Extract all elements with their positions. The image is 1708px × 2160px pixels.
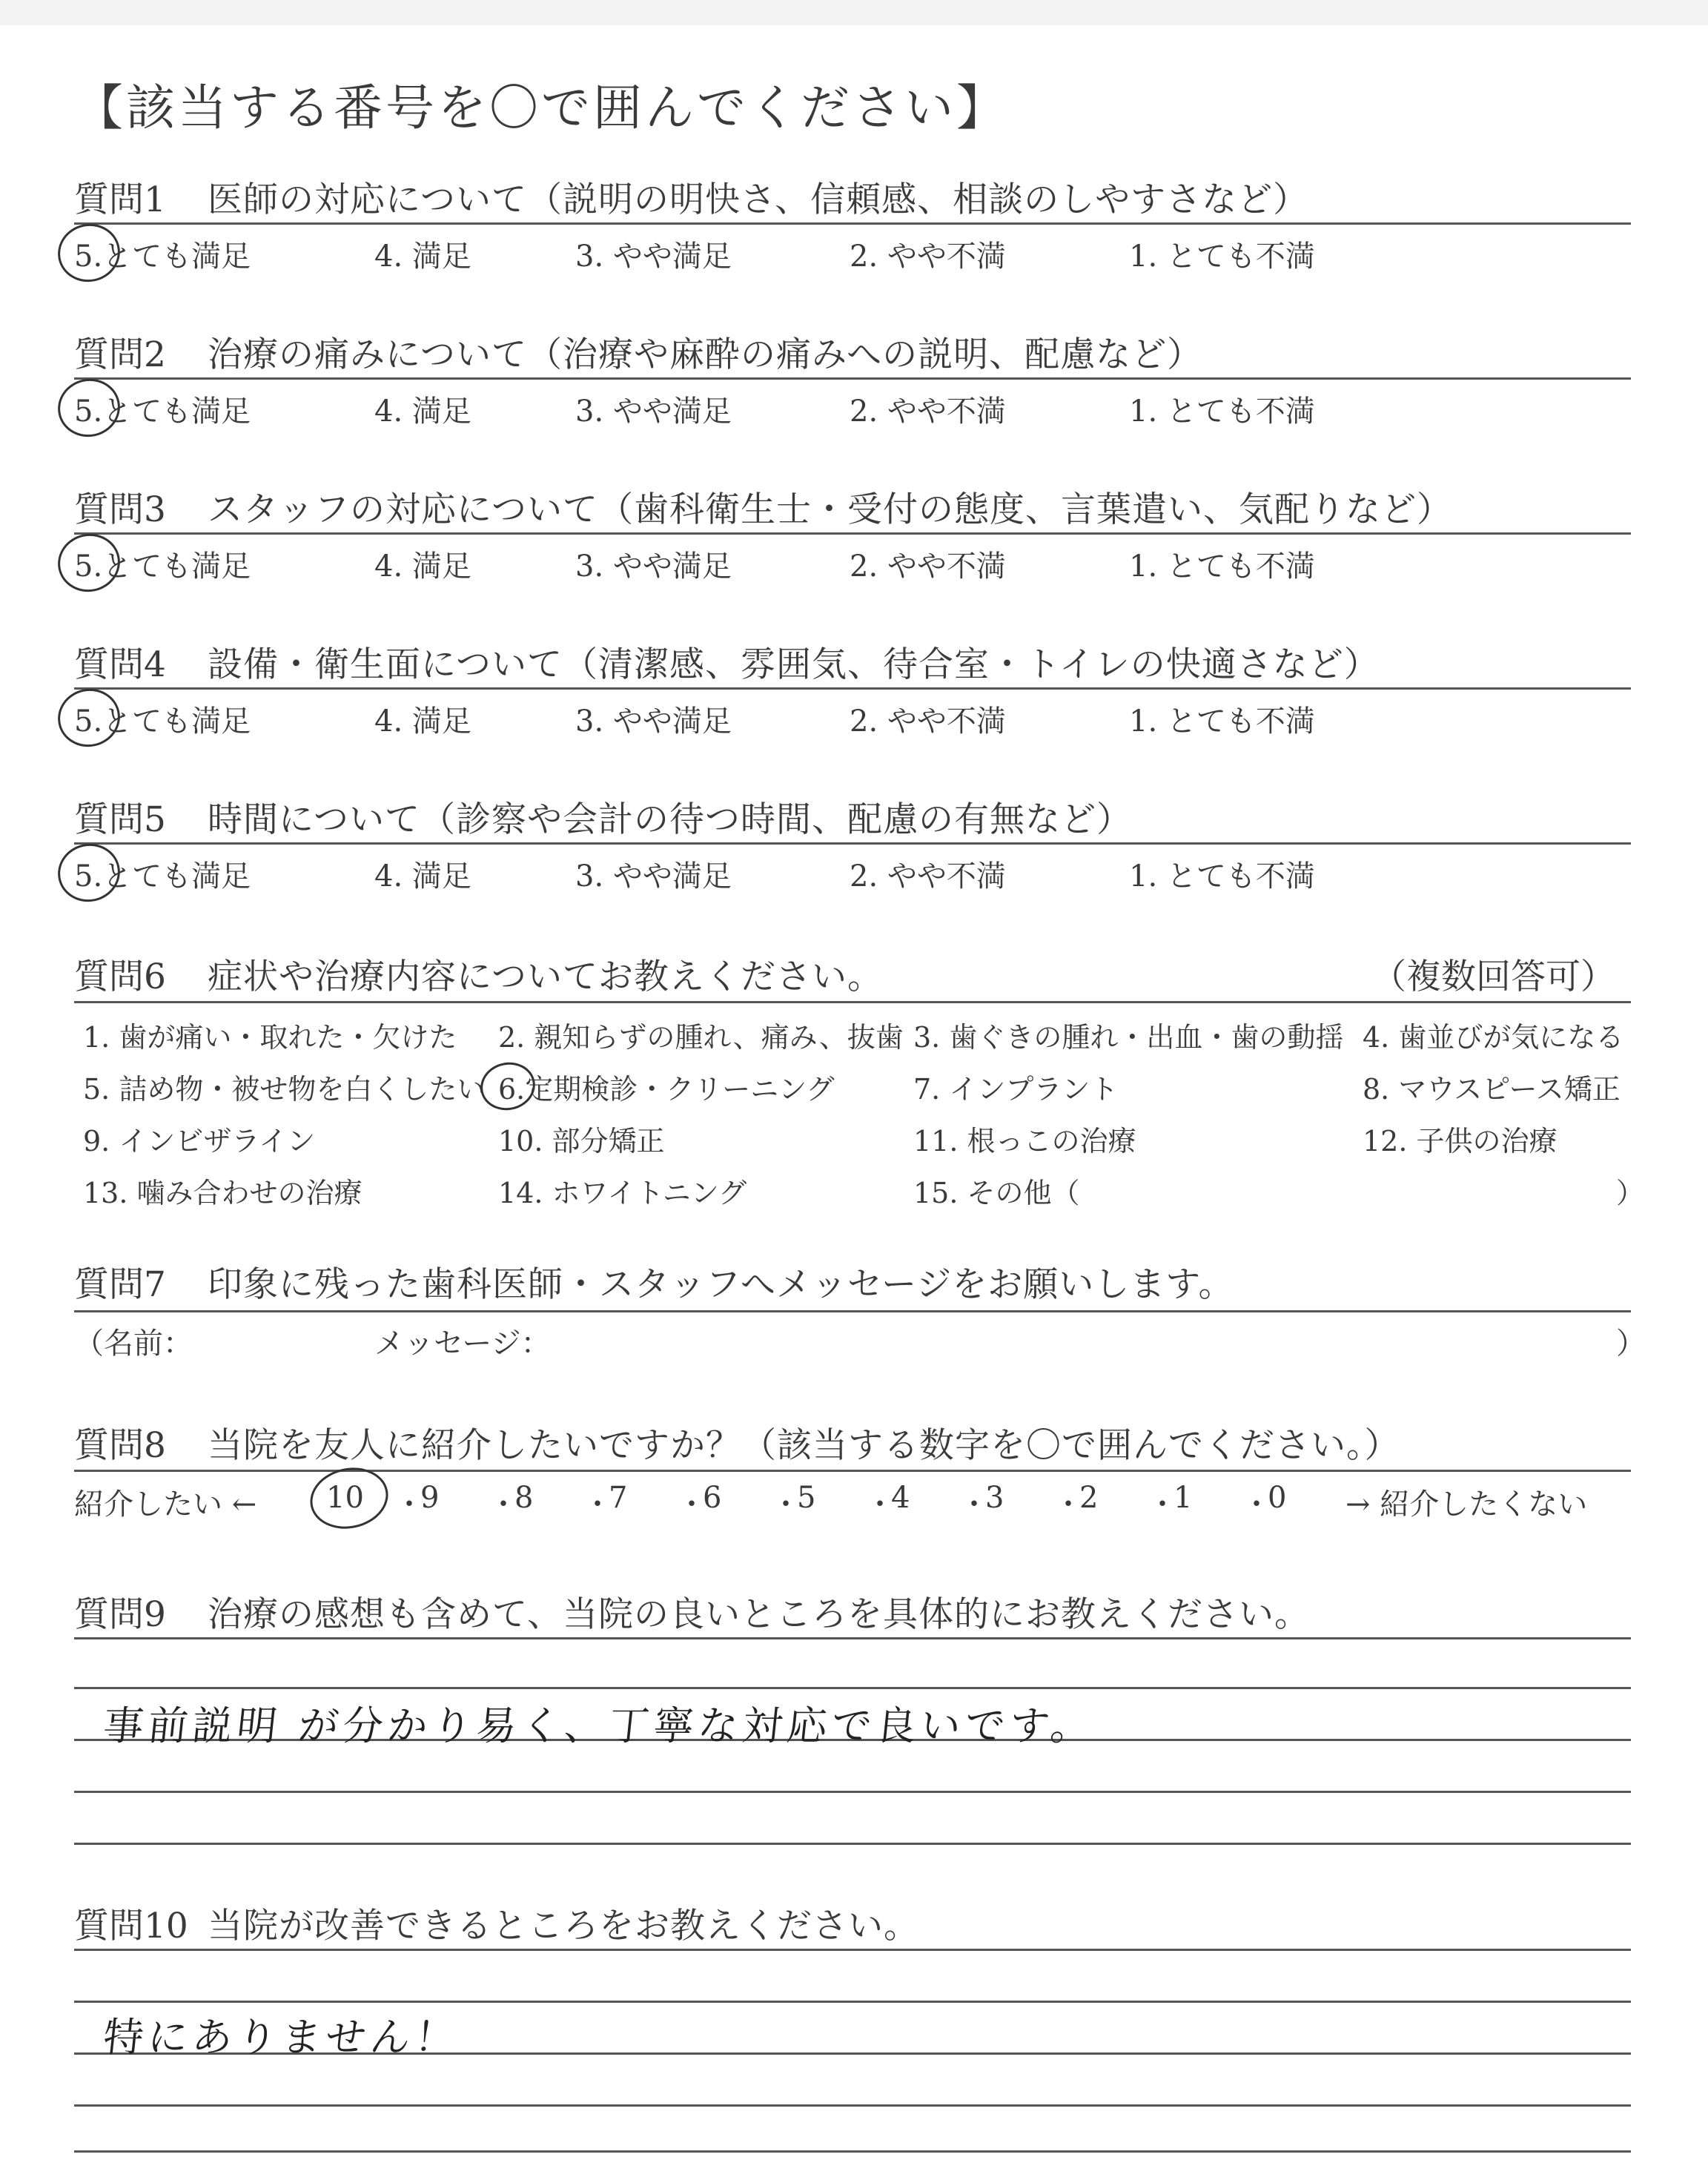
answer-line — [74, 1687, 1631, 1689]
scale-separator: ・ — [865, 1487, 895, 1522]
rating-option[interactable]: 4. 満足 — [374, 704, 471, 739]
rating-option[interactable]: 1. とても不満 — [1129, 859, 1315, 894]
question-text: 印象に残った歯科医師・スタッフへメッセージをお願いします。 — [208, 1264, 1234, 1305]
recommend-right-label: → 紹介したくない — [1345, 1487, 1588, 1522]
question-5-header — [74, 792, 1132, 842]
treatment-option[interactable]: 2. 親知らずの腫れ、痛み、抜歯 — [498, 1021, 904, 1054]
rating-option[interactable]: 5.とても満足 — [74, 859, 251, 894]
rating-option[interactable]: 2. やや不満 — [850, 704, 1006, 739]
handwritten-answer-q9: 事前説明 が分かり易く、丁寧な対応で良いです。 — [101, 1702, 1098, 1749]
question-7-header — [74, 1257, 1234, 1307]
treatment-option[interactable]: 3. 歯ぐきの腫れ・出血・歯の動揺 — [913, 1021, 1344, 1054]
selection-circle — [53, 683, 125, 753]
treatment-option[interactable]: 6.定期検診・クリーニング — [498, 1073, 835, 1106]
scale-separator: ・ — [1053, 1487, 1083, 1522]
rating-option[interactable]: 3. やや満足 — [575, 704, 732, 739]
treatment-option[interactable]: 13. 噛み合わせの治療 — [83, 1177, 363, 1209]
question-number: 質問10 — [74, 1906, 188, 1946]
selection-circle — [53, 218, 125, 288]
scale-separator: ・ — [677, 1487, 706, 1522]
selection-circle — [53, 373, 125, 443]
answer-line — [74, 1949, 1631, 1951]
treatment-option[interactable]: 1. 歯が痛い・取れた・欠けた — [83, 1021, 457, 1054]
question-number: 質問7 — [74, 1264, 166, 1305]
selection-circle — [53, 528, 125, 598]
rating-option[interactable]: 4. 満足 — [374, 549, 471, 584]
rating-option[interactable]: 5.とても満足 — [74, 704, 251, 739]
rating-option[interactable]: 5.とても満足 — [74, 240, 251, 274]
treatment-option[interactable]: 9. インビザライン — [83, 1125, 316, 1157]
question-number: 質問1 — [74, 179, 166, 220]
treatment-option[interactable]: 7. インプラント — [913, 1073, 1119, 1106]
scale-separator: ・ — [771, 1487, 801, 1522]
question-3-header — [74, 482, 1452, 532]
question-8-header — [74, 1418, 1400, 1467]
question-text: 当院を友人に紹介したいですか？（該当する数字を〇で囲んでください。） — [208, 1425, 1400, 1466]
question-number: 質問5 — [74, 799, 166, 840]
treatment-option[interactable]: 14. ホワイトニング — [498, 1177, 747, 1209]
scale-separator: ・ — [394, 1487, 424, 1522]
scale-separator: ・ — [959, 1487, 989, 1522]
question-6-rule — [74, 1001, 1631, 1003]
question-5-rule — [74, 842, 1631, 845]
question-text: 医師の対応について（説明の明快さ、信頼感、相談のしやすさなど） — [208, 179, 1309, 220]
question-text: 設備・衛生面について（清潔感、雰囲気、待合室・トイレの快適さなど） — [208, 644, 1380, 685]
rating-option[interactable]: 4. 満足 — [374, 859, 471, 894]
rating-option[interactable]: 5.とても満足 — [74, 549, 251, 584]
question-number: 質問8 — [74, 1425, 166, 1466]
question-number: 質問2 — [74, 334, 166, 375]
question-3-rule — [74, 532, 1631, 535]
instruction-title: 【該当する番号を〇で囲んでください】 — [74, 79, 1008, 136]
question-number: 質問6 — [74, 957, 166, 997]
treatment-option[interactable]: 12. 子供の治療 — [1363, 1125, 1558, 1157]
scale-number[interactable]: 5 — [797, 1481, 816, 1515]
rating-option[interactable]: 2. やや不満 — [850, 240, 1006, 274]
scale-number[interactable]: 1 — [1174, 1481, 1193, 1515]
scale-number[interactable]: 3 — [985, 1481, 1004, 1515]
answer-line — [74, 1637, 1631, 1639]
question-text: 症状や治療内容についてお教えください。 — [208, 957, 884, 997]
treatment-option[interactable]: 4. 歯並びが気になる — [1363, 1021, 1624, 1054]
answer-line — [74, 1791, 1631, 1793]
answer-line — [74, 2150, 1631, 2153]
rating-option[interactable]: 1. とても不満 — [1129, 240, 1315, 274]
answer-line — [74, 2104, 1631, 2107]
question-number: 質問3 — [74, 489, 166, 530]
close-paren: ） — [1616, 1327, 1646, 1361]
rating-option[interactable]: 1. とても不満 — [1129, 549, 1315, 584]
question-text: 治療の感想も含めて、当院の良いところを具体的にお教えください。 — [208, 1594, 1311, 1635]
answer-line — [74, 1843, 1631, 1845]
question-9-header — [74, 1587, 1310, 1636]
rating-option[interactable]: 3. やや満足 — [575, 549, 732, 584]
name-label: （名前： — [74, 1327, 193, 1361]
scale-number[interactable]: 4 — [891, 1481, 910, 1515]
question-7-rule — [74, 1310, 1631, 1312]
message-label: メッセージ： — [374, 1327, 551, 1361]
question-6-header — [74, 949, 883, 999]
rating-option[interactable]: 3. やや満足 — [575, 240, 732, 274]
question-2-header — [74, 327, 1202, 377]
question-4-rule — [74, 687, 1631, 690]
rating-option[interactable]: 5.とても満足 — [74, 394, 251, 429]
question-1-rule — [74, 222, 1631, 225]
scale-number[interactable]: 6 — [703, 1481, 722, 1515]
rating-option[interactable]: 1. とても不満 — [1129, 704, 1315, 739]
scale-number[interactable]: 9 — [420, 1481, 440, 1515]
scale-number[interactable]: 8 — [514, 1481, 534, 1515]
question-4-header — [74, 637, 1380, 687]
treatment-option[interactable]: 10. 部分矯正 — [498, 1125, 665, 1157]
question-10-header — [74, 1898, 919, 1948]
scale-separator: ・ — [1242, 1487, 1271, 1522]
scale-number[interactable]: 0 — [1268, 1481, 1287, 1515]
recommend-left-label: 紹介したい ← — [74, 1487, 257, 1522]
rating-option[interactable]: 2. やや不満 — [850, 549, 1006, 584]
scale-separator: ・ — [489, 1487, 518, 1522]
rating-option[interactable]: 3. やや満足 — [575, 859, 732, 894]
rating-option[interactable]: 1. とても不満 — [1129, 394, 1315, 429]
question-text: 当院が改善できるところをお教えください。 — [208, 1906, 919, 1946]
rating-option[interactable]: 2. やや不満 — [850, 859, 1006, 894]
rating-option[interactable]: 4. 満足 — [374, 240, 471, 274]
treatment-option[interactable]: 5. 詰め物・被せ物を白くしたい — [83, 1073, 486, 1106]
rating-option[interactable]: 3. やや満足 — [575, 394, 732, 429]
scale-number[interactable]: 7 — [609, 1481, 628, 1515]
scale-number[interactable]: 2 — [1079, 1481, 1099, 1515]
treatment-option[interactable]: 15. その他（ — [913, 1177, 1080, 1209]
other-close-paren: ） — [1616, 1177, 1645, 1209]
treatment-option[interactable]: 8. マウスピース矯正 — [1363, 1073, 1621, 1106]
treatment-option[interactable]: 11. 根っこの治療 — [913, 1125, 1136, 1157]
question-number: 質問4 — [74, 644, 166, 685]
rating-option[interactable]: 2. やや不満 — [850, 394, 1006, 429]
question-text: 治療の痛みについて（治療や麻酔の痛みへの説明、配慮など） — [208, 334, 1203, 375]
question-text: 時間について（診察や会計の待つ時間、配慮の有無など） — [208, 799, 1133, 840]
scan-top-edge — [0, 0, 1708, 25]
question-2-rule — [74, 377, 1631, 380]
selection-circle — [53, 838, 125, 908]
q8-selection-circle — [305, 1461, 394, 1536]
multiple-answer-note: （複数回答可） — [1371, 957, 1615, 997]
scale-separator: ・ — [1148, 1487, 1177, 1522]
scale-separator: ・ — [583, 1487, 612, 1522]
question-8-rule — [74, 1470, 1631, 1472]
rating-option[interactable]: 4. 満足 — [374, 394, 471, 429]
question-text: スタッフの対応について（歯科衛生士・受付の態度、言葉遣い、気配りなど） — [208, 489, 1453, 530]
handwritten-answer-q10: 特にありません！ — [101, 2014, 462, 2061]
question-number: 質問9 — [74, 1594, 166, 1635]
scale-number[interactable]: 10 — [326, 1481, 364, 1515]
answer-line — [74, 2001, 1631, 2003]
question-1-header — [74, 172, 1308, 222]
